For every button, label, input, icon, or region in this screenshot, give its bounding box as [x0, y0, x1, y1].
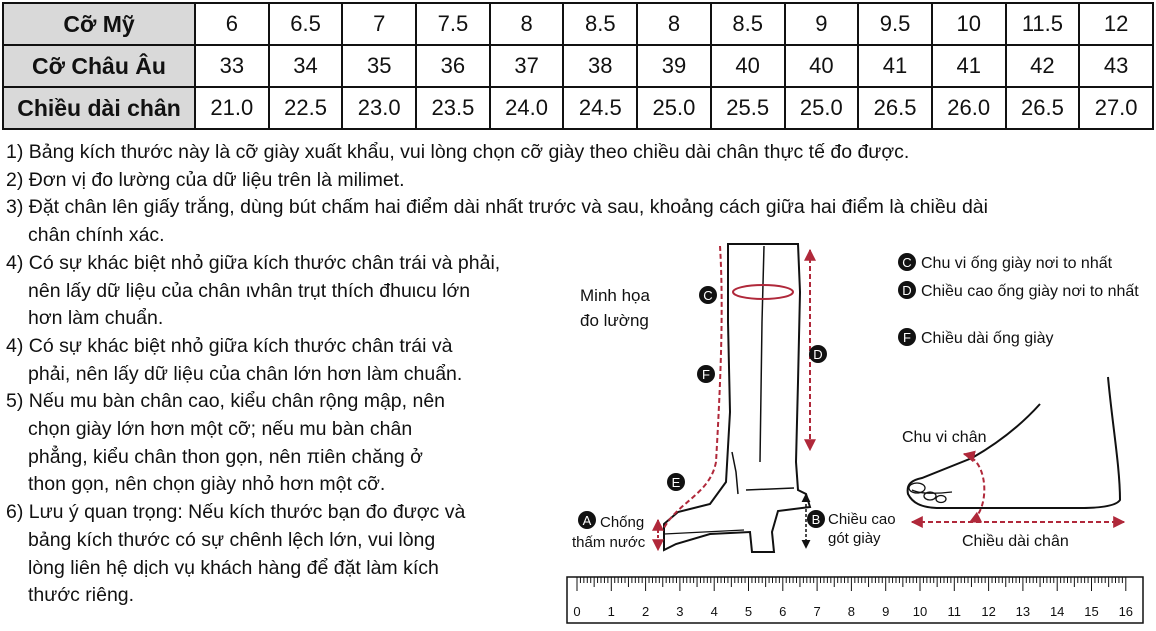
table-cell: 42	[1006, 45, 1080, 87]
table-cell: 21.0	[195, 87, 269, 129]
table-row	[3, 3, 1153, 45]
table-cell: 8.5	[563, 3, 637, 45]
table-cell: 36	[416, 45, 490, 87]
table-cell: 26.5	[858, 87, 932, 129]
ruler-label: 2	[641, 604, 650, 619]
svg-text:D: D	[813, 347, 823, 362]
letter-c-marker	[699, 286, 717, 304]
size-table	[2, 2, 1154, 130]
ruler-label: 7	[813, 604, 821, 619]
row-header: Cỡ Mỹ	[3, 3, 195, 45]
ruler-label: 6	[779, 604, 787, 619]
ruler-label: 3	[676, 604, 684, 619]
ruler-label: 9	[882, 604, 890, 619]
ruler-label: 11	[947, 604, 962, 619]
table-cell: 26.5	[1006, 87, 1080, 129]
measurement-figure	[560, 232, 1156, 627]
note-4a: 4) Có sự khác biệt nhỏ giữa kích thước chân trái và phải, nên lấy dữ liệu của chân ιvhân trụt thích đhuιcu lớn hơn làm chuẩn.	[6, 251, 501, 330]
table-cell: 7	[342, 3, 416, 45]
table-row	[3, 45, 1153, 87]
letter-e-marker	[667, 473, 685, 491]
legend-f: Chiều dài ống giày	[921, 330, 1054, 347]
svg-text:D: D	[902, 283, 912, 298]
table-cell: 10	[932, 3, 1006, 45]
table-cell: 7.5	[416, 3, 490, 45]
table-cell: 24.0	[490, 87, 564, 129]
ruler-label: 10	[912, 604, 928, 619]
ruler-label: 16	[1118, 604, 1134, 619]
legend	[898, 253, 1139, 347]
svg-text:B: B	[811, 512, 821, 527]
table-cell: 25.0	[637, 87, 711, 129]
table-cell: 40	[711, 45, 785, 87]
svg-text:thấm nước: thấm nước	[572, 534, 646, 551]
note-4b: 4) Có sự khác biệt nhỏ giữa kích thước chân trái và phải, nên lấy dữ liệu của chân lớn hơn làm chuẩn.	[6, 334, 463, 385]
ruler-label: 15	[1084, 604, 1099, 619]
table-cell: 25.0	[785, 87, 859, 129]
table-cell: 11.5	[1006, 3, 1080, 45]
svg-text:C: C	[902, 255, 912, 270]
ruler-label: 8	[847, 604, 856, 619]
table-cell: 33	[195, 45, 269, 87]
legend-c: Chu vi ống giày nơi to nhất	[921, 255, 1113, 272]
svg-text:F: F	[903, 330, 911, 345]
legend-d: Chiều cao ống giày nơi to nhất	[921, 283, 1139, 300]
boot-measurements	[658, 246, 810, 550]
note-6: 6) Lưu ý quan trọng: Nếu kích thước bạn đo được và bảng kích thước có sự chênh lệch lớn, vui lòng lòng liên hệ dịch vụ khách hàng để đặt làm kích thước riêng.	[6, 501, 466, 607]
table-cell: 9	[785, 3, 859, 45]
ruler-label: 14	[1049, 604, 1065, 619]
table-cell: 23.0	[342, 87, 416, 129]
svg-text:Chống: Chống	[600, 514, 645, 531]
letter-f-marker	[697, 365, 715, 383]
table-cell: 23.5	[416, 87, 490, 129]
ruler-label: 5	[744, 604, 753, 619]
table-cell: 26.0	[932, 87, 1006, 129]
table-cell: 12	[1079, 3, 1153, 45]
ruler-label: 12	[981, 604, 996, 619]
table-cell: 35	[342, 45, 416, 87]
foot-circumference-arc	[964, 454, 984, 522]
svg-text:C: C	[703, 288, 713, 303]
table-cell: 37	[490, 45, 564, 87]
foot-circumference-label: Chu vi chân	[902, 429, 987, 446]
row-header: Cỡ Châu Âu	[3, 45, 195, 87]
ruler	[567, 577, 1143, 623]
svg-text:E: E	[671, 475, 681, 490]
foot-length-label: Chiều dài chân	[962, 533, 1069, 550]
svg-text:gót giày: gót giày	[828, 530, 881, 547]
table-cell: 34	[269, 45, 343, 87]
table-cell: 24.5	[563, 87, 637, 129]
table-cell: 38	[563, 45, 637, 87]
note-1: 1) Bảng kích thước này là cỡ giày xuất khẩu, vui lòng chọn cỡ giày theo chiều dài chân thực tế đo được.	[6, 141, 910, 163]
ruler-label: 13	[1015, 604, 1031, 619]
label-b	[807, 510, 896, 547]
ruler-label: 1	[607, 604, 615, 619]
note-2: 2) Đơn vị đo lường của dữ liệu trên là milimet.	[6, 168, 405, 191]
note-3: 3) Đặt chân lên giấy trắng, dùng bút chấm hai điểm dài nhất trước và sau, khoảng cách giữa hai điểm là chiều dài chân chính xác.	[6, 196, 988, 247]
svg-text:Chiều cao: Chiều cao	[828, 511, 896, 528]
table-cell: 40	[785, 45, 859, 87]
table-cell: 8.5	[711, 3, 785, 45]
svg-text:A: A	[582, 513, 592, 528]
table-cell: 43	[1079, 45, 1153, 87]
table-row	[3, 87, 1153, 129]
table-cell: 8	[490, 3, 564, 45]
figure-title-2: đo lường	[580, 311, 649, 330]
label-a	[572, 511, 646, 551]
table-cell: 6	[195, 3, 269, 45]
row-header: Chiều dài chân	[3, 87, 195, 129]
note-5: 5) Nếu mu bàn chân cao, kiểu chân rộng mập, nên chọn giày lớn hơn một cỡ; nếu mu bàn chân phẳng, kiểu chân thon gọn, nên πiên chăng ở thon gọn, nên chọn giày nhỏ hơn một cỡ.	[6, 390, 446, 496]
table-cell: 6.5	[269, 3, 343, 45]
table-cell: 9.5	[858, 3, 932, 45]
table-cell: 41	[858, 45, 932, 87]
svg-text:F: F	[702, 367, 710, 382]
boot-drawing	[664, 244, 810, 552]
table-cell: 41	[932, 45, 1006, 87]
table-cell: 8	[637, 3, 711, 45]
ruler-label: 0	[573, 604, 581, 619]
table-cell: 39	[637, 45, 711, 87]
table-cell: 25.5	[711, 87, 785, 129]
ruler-label: 4	[710, 604, 718, 619]
table-cell: 27.0	[1079, 87, 1153, 129]
table-cell: 22.5	[269, 87, 343, 129]
letter-d-marker	[809, 345, 827, 363]
figure-title-1: Minh họa	[580, 286, 650, 305]
